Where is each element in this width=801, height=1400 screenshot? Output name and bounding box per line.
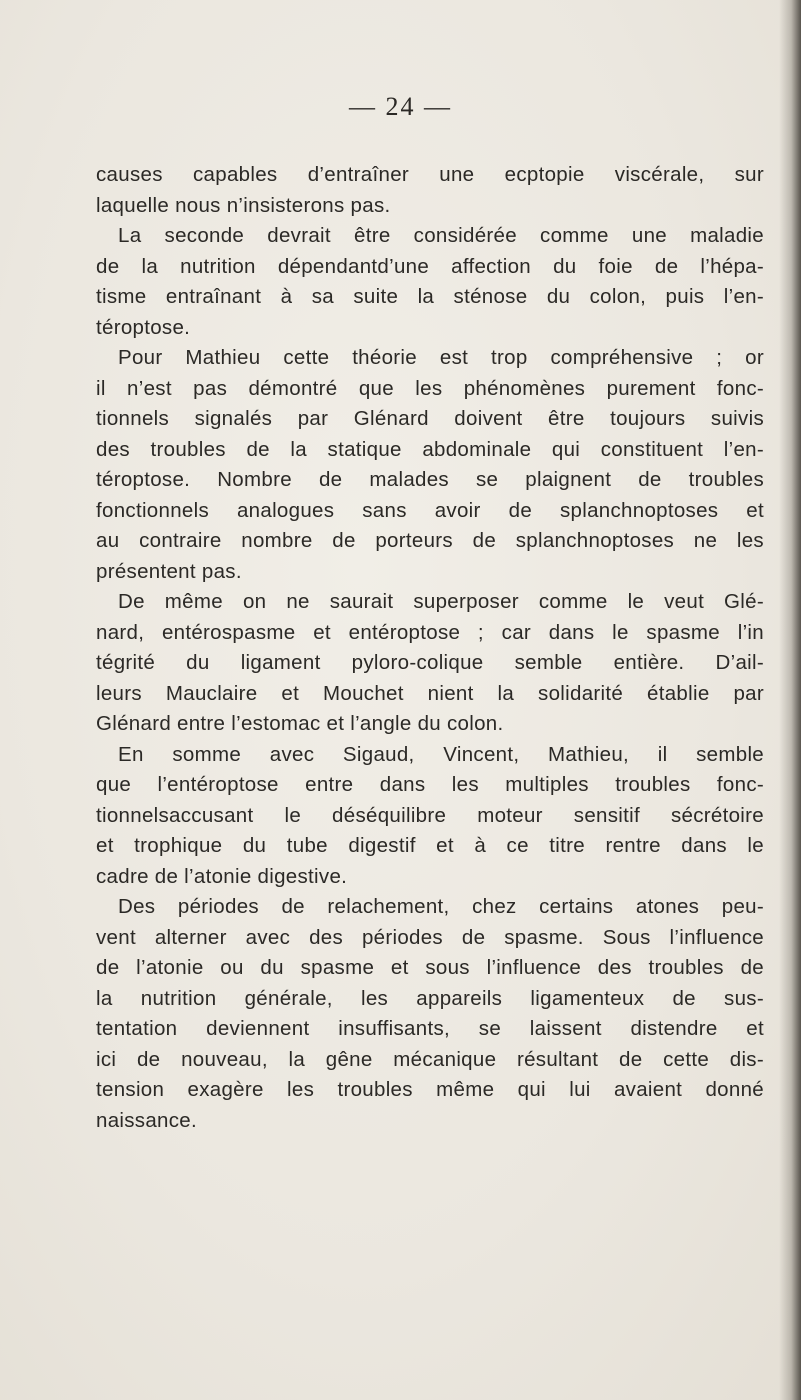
text-line: téroptose. [96, 315, 191, 339]
text-line: En somme avec Sigaud, Vincent, Mathieu, il semble [118, 742, 764, 766]
text-line: naissance. [96, 1108, 198, 1132]
text-line: et trophique du tube digestif et à ce titre rentre dans le [96, 834, 764, 857]
text-line: tisme entraînant à sa suite la sténose du colon, puis l’en- [96, 285, 764, 308]
text-line: de l’atonie ou du spasme et sous l’influence des troubles de [96, 956, 764, 979]
text-line: nard, entérospasme et entéroptose ; car dans le spasme l’in [96, 620, 764, 644]
text-line: au contraire nombre de porteurs de splanchnoptoses ne les [96, 529, 764, 552]
text-line: La seconde devrait être considérée comme une maladie [118, 224, 764, 247]
text-line: de la nutrition dépendantd’une affection du foie de l’hépa- [96, 254, 764, 278]
text-line: causes capables d’entraîner une ecptopie viscérale, sur [96, 163, 764, 186]
text-line: leurs Mauclaire et Mouchet nient la solidarité établie par [96, 681, 764, 705]
text-line: tionnelsaccusant le déséquilibre moteur sensitif sécrétoire [96, 803, 764, 827]
text-line: Des périodes de relachement, chez certains atones peu- [118, 895, 764, 918]
page-number: — 24 — [349, 92, 452, 121]
text-line: la nutrition générale, les appareils ligamenteux de sus- [96, 986, 764, 1010]
text-line: cadre de l’atonie digestive. [96, 864, 348, 888]
text-line: tégrité du ligament pyloro-colique semble entière. D’ail- [96, 651, 764, 674]
text-line: il n’est pas démontré que les phénomènes purement fonc- [96, 376, 764, 400]
text-line: De même on ne saurait superposer comme le veut Glé- [118, 590, 764, 613]
page-edge-shadow [779, 0, 801, 1400]
text-line: des troubles de la statique abdominale qui constituent l’en- [96, 437, 764, 461]
text-line: que l’entéroptose entre dans les multiples troubles fonc- [96, 773, 764, 796]
text-line: téroptose. Nombre de malades se plaignent de troubles [96, 468, 764, 491]
text-line: vent alterner avec des périodes de spasme. Sous l’influence [96, 925, 764, 949]
text-line: tentation deviennent insuffisants, se laissent distendre et [96, 1017, 764, 1040]
text-line: tension exagère les troubles même qui lui avaient donné [96, 1078, 764, 1101]
text-line: présentent pas. [96, 559, 242, 583]
text-line: ici de nouveau, la gêne mécanique résultant de cette dis- [96, 1047, 764, 1071]
text-line: tionnels signalés par Glénard doivent être toujours suivis [96, 407, 764, 430]
text-line: laquelle nous n’insisterons pas. [96, 193, 391, 217]
text-line: Pour Mathieu cette théorie est trop compréhensive ; or [118, 346, 764, 369]
text-line: fonctionnels analogues sans avoir de splanchnoptoses et [96, 498, 764, 522]
body-text [96, 160, 764, 1136]
text-line: Glénard entre l’estomac et l’angle du colon. [96, 712, 504, 735]
